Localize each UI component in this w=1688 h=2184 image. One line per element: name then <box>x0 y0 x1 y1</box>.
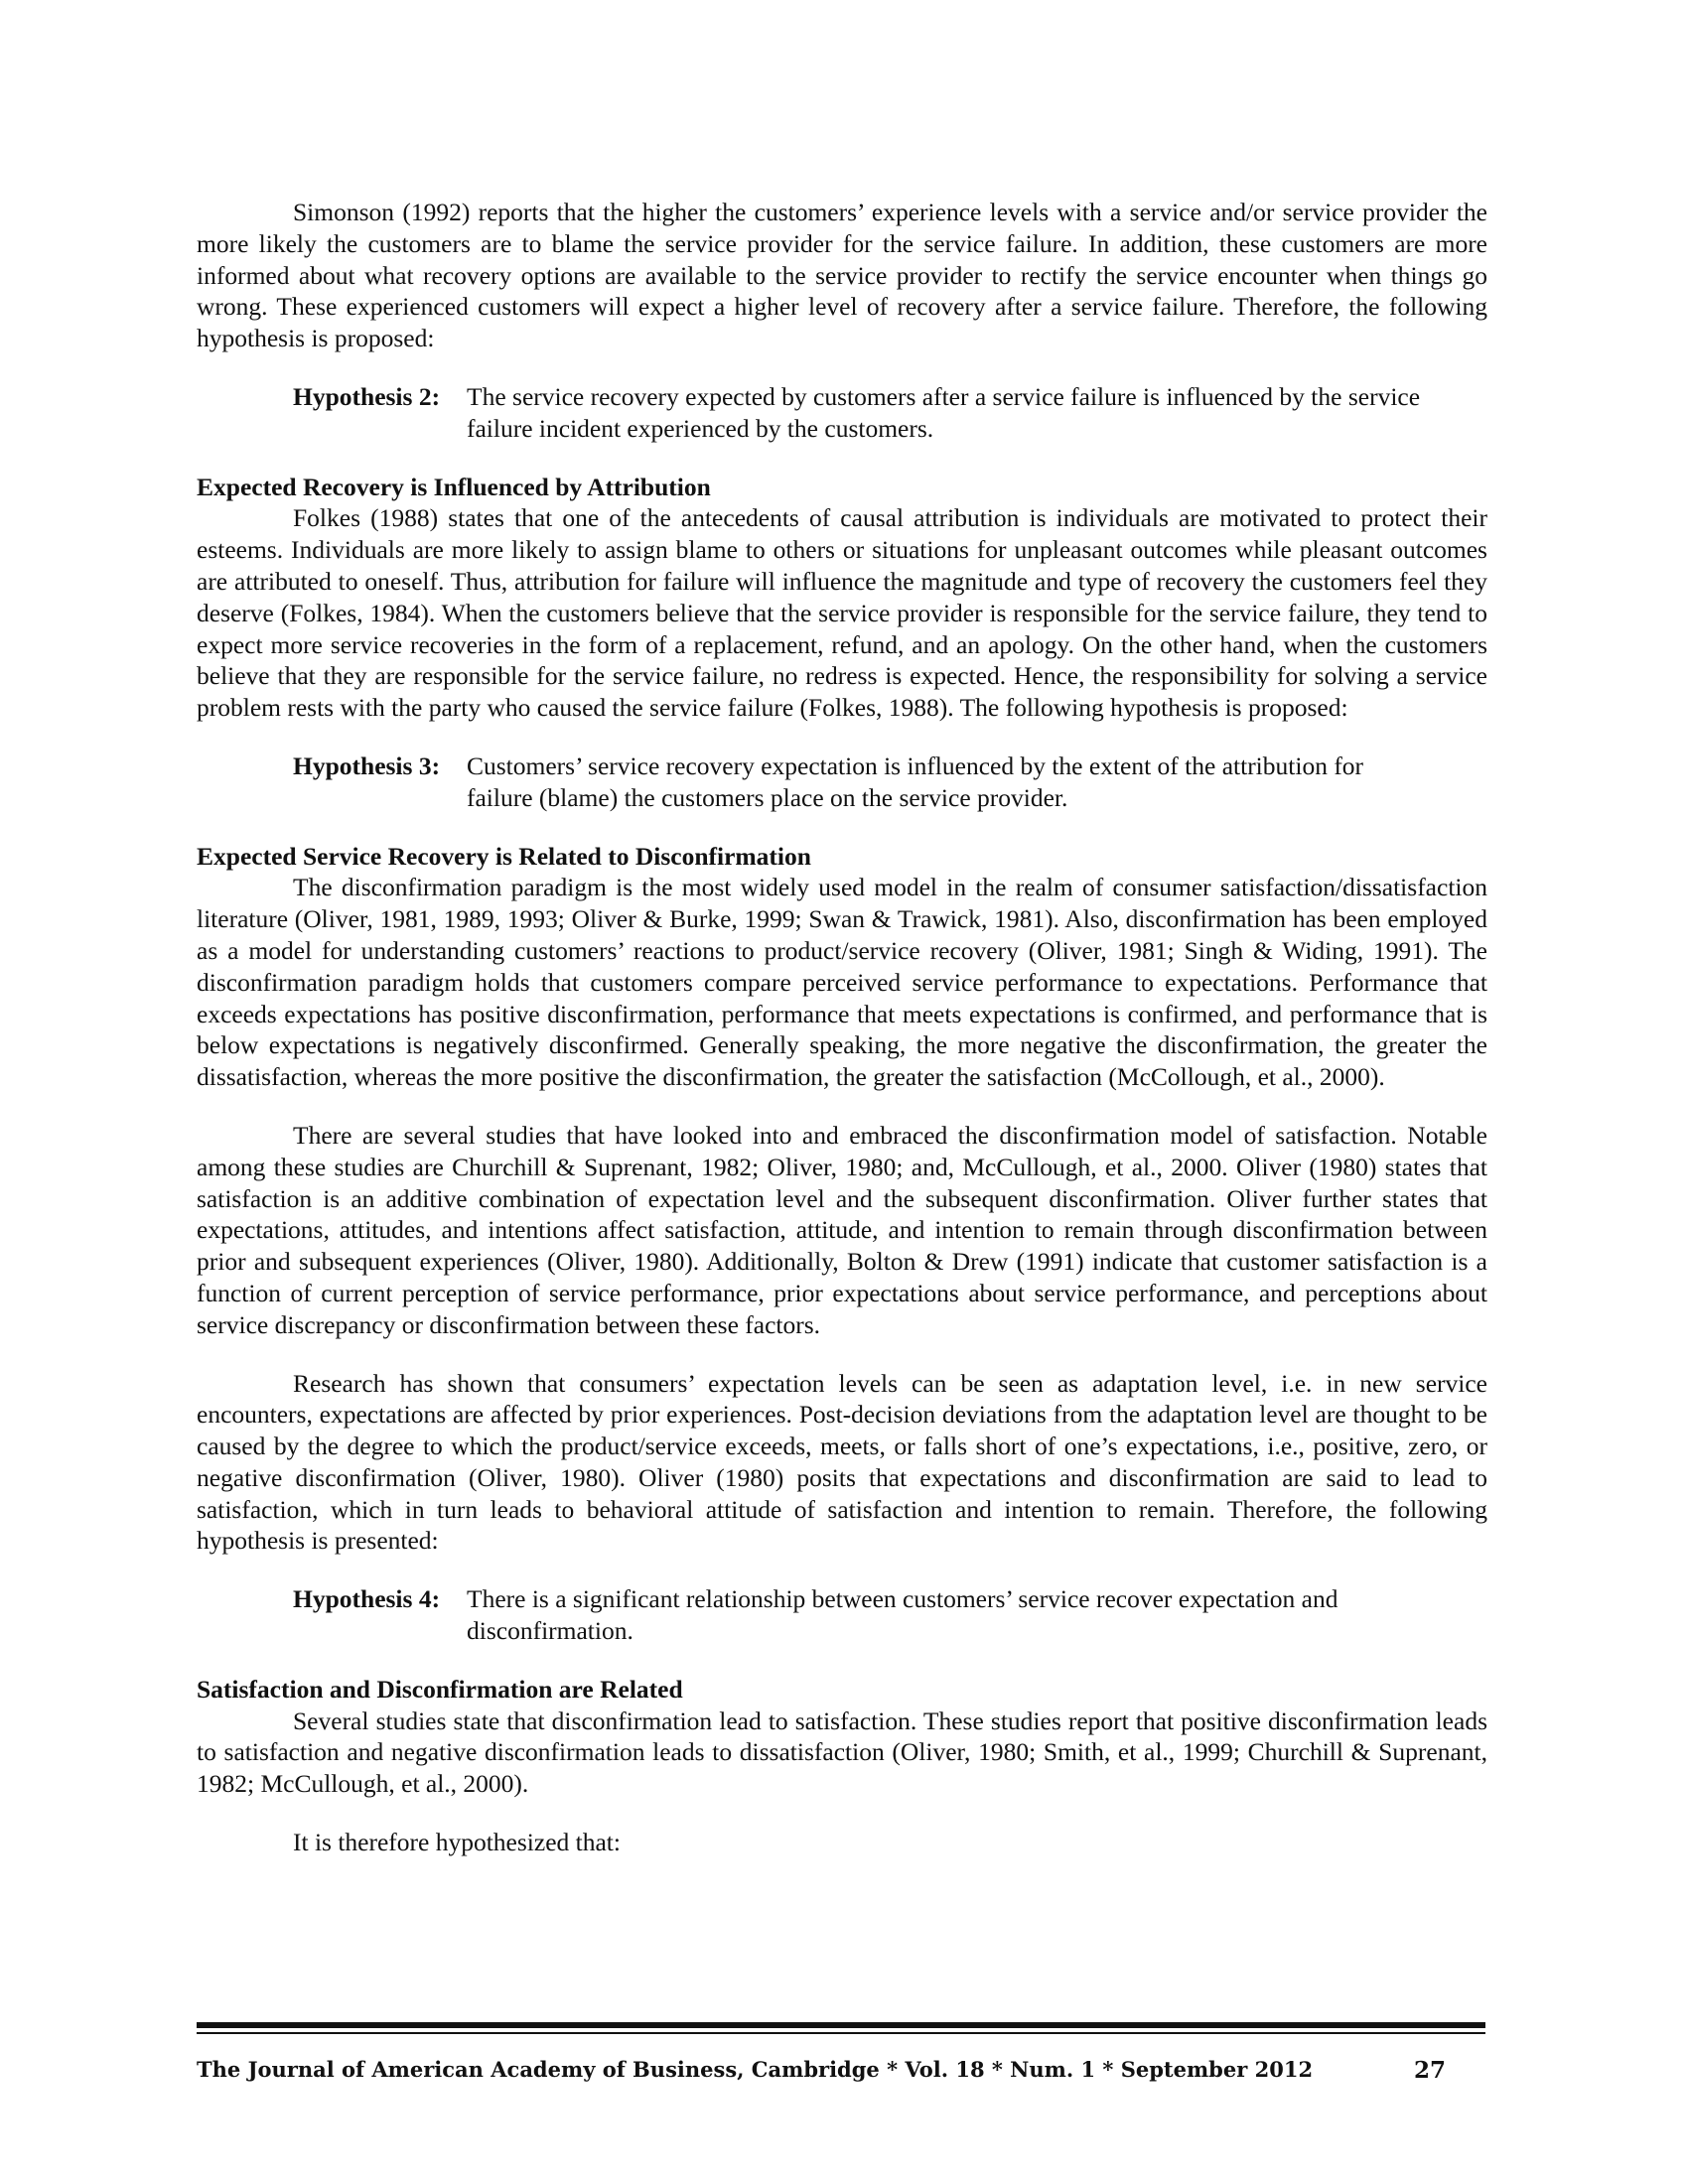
paragraph-disconfirmation-studies: There are several studies that have looked into and embraced the disconfirmation model of satisfaction. Notable among these studies are Churchill & Suprenant, 1982; Oliver, 1980; and, McCullough, et al., 2000. Oliver (1980) states that satisfaction is an additive combination of expectation level and the subsequent disconfirmation. Oliver further states that expectations, attitudes, and intentions affect satisfaction, attitude, and intention to remain through disconfirmation between prior and subsequent experiences (Oliver, 1980). Additionally, Bolton & Drew (1991) indicate that customer satisfaction is a function of current perception of service performance, prior expectations about service performance, and perceptions about service discrepancy or disconfirmation between these factors. <box>197 1120 1487 1339</box>
footer-rule-thick <box>197 2022 1485 2028</box>
journal-citation: The Journal of American Academy of Business, Cambridge * Vol. 18 * Num. 1 * September 2012 <box>197 2057 1314 2082</box>
hypothesis-4-text: There is a significant relationship between customers’ service recover expectation and disconfirmation. <box>467 1584 1338 1646</box>
paragraph-hypothesized: It is therefore hypothesized that: <box>293 1828 621 1857</box>
hypothesis-4-label: Hypothesis 4: <box>293 1584 441 1614</box>
hypothesis-2-label: Hypothesis 2: <box>293 381 441 411</box>
page-number: 27 <box>1413 2057 1446 2084</box>
page-body <box>197 197 1487 1858</box>
paragraph-adaptation-level: Research has shown that consumers’ expectation levels can be seen as adaptation level, i.e. in new service encounters, expectations are affected by prior experiences. Post-decision deviations from the adaptation level are thought to be caused by the degree to which the product/service exceeds, meets, or falls short of one’s expectations, i.e., positive, zero, or negative disconfirmation (Oliver, 1980). Oliver (1980) posits that expectations and disconfirmation are said to lead to satisfaction, which in turn leads to behavioral attitude of satisfaction and intention to remain. Therefore, the following hypothesis is presented: <box>197 1368 1487 1556</box>
hypothesis-3-text: Customers’ service recovery expectation is influenced by the extent of the attribution for failure (blame) the customers place on the service provider. <box>467 751 1364 812</box>
paragraph-folkes: Folkes (1988) states that one of the antecedents of causal attribution is individuals are motivated to protect their esteems. Individuals are more likely to assign blame to others or situations for unpleasant outcomes while pleasant outcomes are attributed to oneself. Thus, attribution for failure will influence the magnitude and type of recovery the customers feel they deserve (Folkes, 1984). When the customers believe that the service provider is responsible for the service failure, they tend to expect more service recoveries in the form of a replacement, refund, and an apology. On the other hand, when the customers believe that they are responsible for the service failure, no redress is expected. Hence, the responsibility for solving a service problem rests with the party who caused the service failure (Folkes, 1988). The following hypothesis is proposed: <box>197 503 1487 723</box>
section-heading-attribution: Expected Recovery is Influenced by Attribution <box>197 472 711 501</box>
paragraph-satisfaction-studies: Several studies state that disconfirmation lead to satisfaction. These studies report that positive disconfirmation leads to satisfaction and negative disconfirmation leads to dissatisfaction (Oliver, 1980; Smith, et al., 1999; Churchill & Suprenant, 1982; McCullough, et al., 2000). <box>197 1706 1487 1799</box>
hypothesis-4 <box>293 1583 1428 1647</box>
hypothesis-2-text: The service recovery expected by customers after a service failure is influenced by the service failure incident experienced by the customers. <box>467 381 1421 443</box>
section-heading-disconfirmation: Expected Service Recovery is Related to Disconfirmation <box>197 841 811 871</box>
hypothesis-2 <box>293 381 1428 445</box>
footer-rule-thin <box>197 2032 1485 2034</box>
paragraph-disconfirmation-paradigm: The disconfirmation paradigm is the most widely used model in the realm of consumer satisfaction/dissatisfaction literature (Oliver, 1981, 1989, 1993; Oliver & Burke, 1999; Swan & Trawick, 1981). Also, disconfirmation has been employed as a model for understanding customers’ reactions to product/service recovery (Oliver, 1981; Singh & Widing, 1991). The disconfirmation paradigm holds that customers compare perceived service performance to expectations. Performance that exceeds expectations has positive disconfirmation, performance that meets expectations is confirmed, and performance that is below expectations is negatively disconfirmed. Generally speaking, the more negative the disconfirmation, the greater the dissatisfaction, whereas the more positive the disconfirmation, the greater the satisfaction (McCollough, et al., 2000). <box>197 873 1487 1092</box>
page-footer <box>197 2057 1448 2084</box>
paragraph-simonson: Simonson (1992) reports that the higher the customers’ experience levels with a service and/or service provider the more likely the customers are to blame the service provider for the service failure. In addition, these customers are more informed about what recovery options are available to the service provider to rectify the service encounter when things go wrong. These experienced customers will expect a higher level of recovery after a service failure. Therefore, the following hypothesis is proposed: <box>197 198 1487 353</box>
hypothesis-3 <box>293 751 1428 814</box>
hypothesis-3-label: Hypothesis 3: <box>293 751 441 780</box>
section-heading-satisfaction: Satisfaction and Disconfirmation are Related <box>197 1674 683 1704</box>
